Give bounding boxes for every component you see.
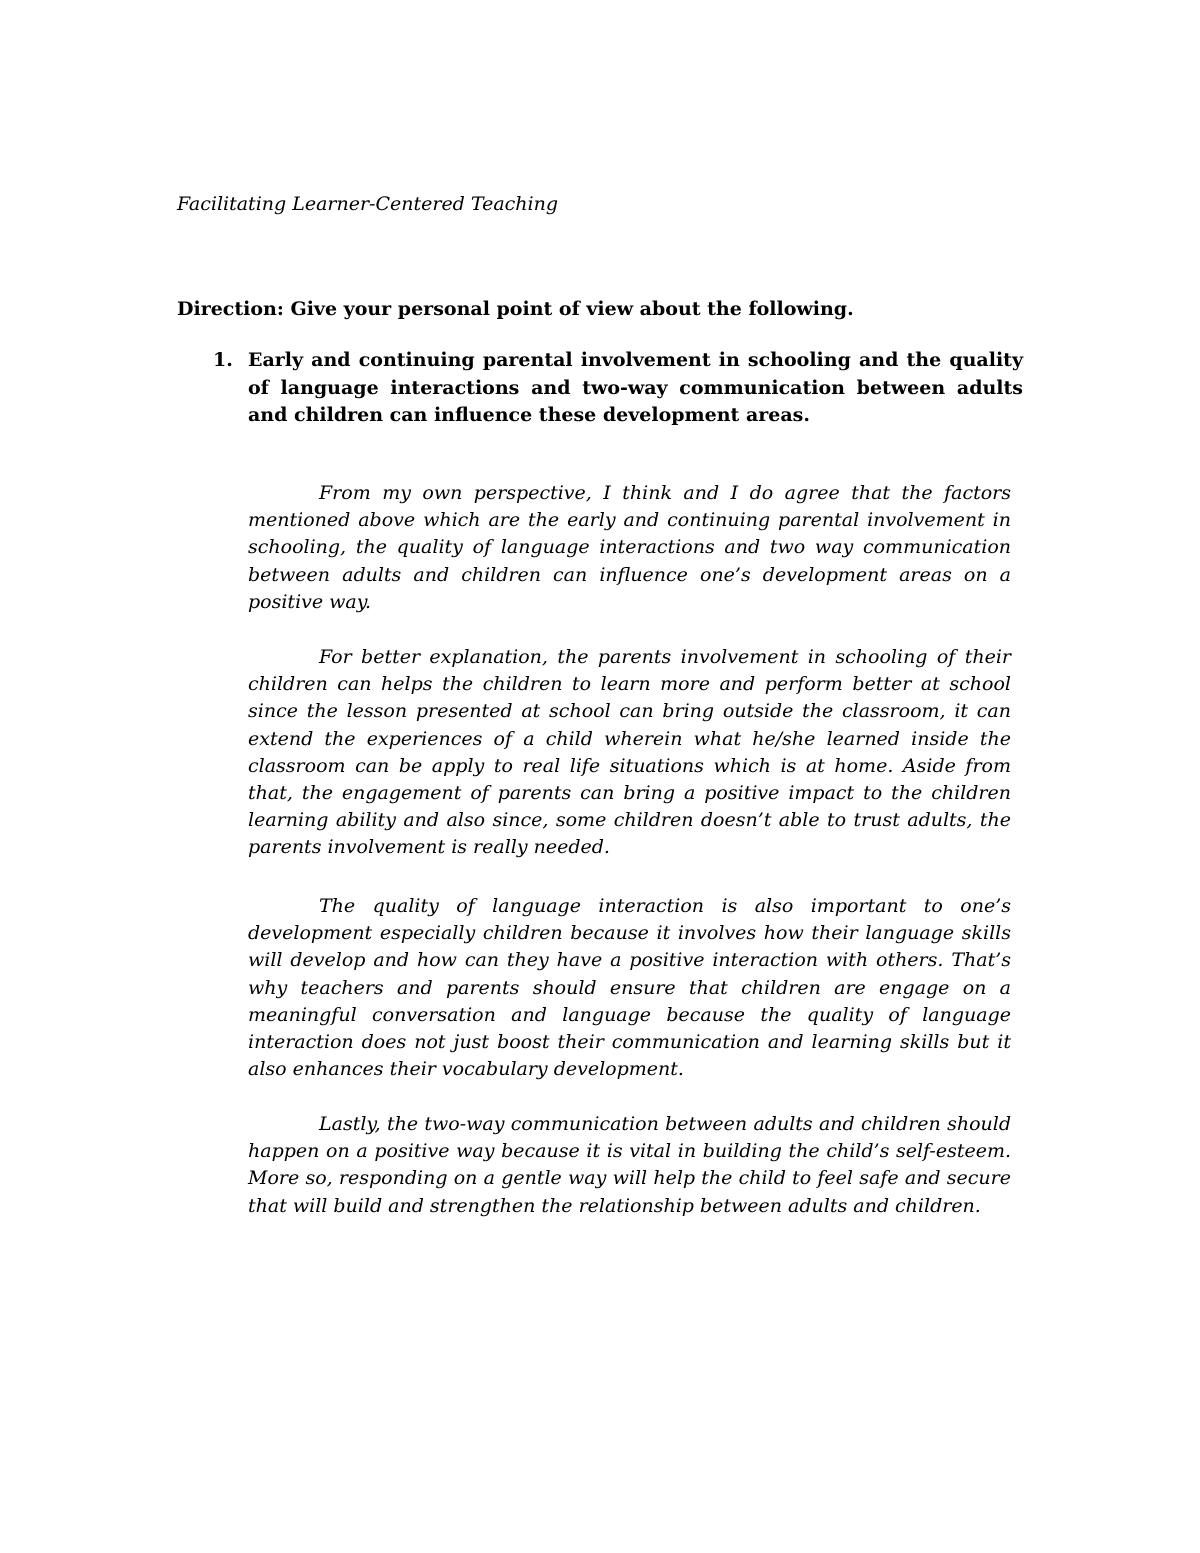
answer-paragraph-4: Lastly, the two-way communication between adults and children should happen on a positive way because it is vital in building the child’s self-esteem. More so, responding on a gentle way will help the child to feel safe and secure that will build and strengthen the relationship between adults and children. — [248, 1113, 1011, 1217]
answer-paragraph-2: For better explanation, the parents involvement in schooling of their children can helps the children to learn more and perform better at school since the lesson presented at school can bring outside the classroom, it can extend the experiences of a child wherein what he/she learned inside the classroom can be apply to real life situations which is at home. Aside from that, the engagement of parents can bring a positive impact to the children learning ability and also since, some children doesn’t able to trust adults, the parents involvement is really needed. — [248, 646, 1011, 859]
document-title: Facilitating Learner-Centered Teaching — [177, 193, 559, 215]
question-number: 1. — [213, 349, 233, 371]
question-item — [177, 347, 1023, 430]
answer-paragraph-1: From my own perspective, I think and I do agree that the factors mentioned above which are the early and continuing parental involvement in schooling, the quality of language interactions and two way communication between adults and children can influence one’s development areas on a positive way. — [248, 482, 1011, 613]
question-text: Early and continuing parental involvement in schooling and the quality of language interactions and two-way communication between adults and children can influence these development areas. — [248, 349, 1023, 426]
answer-paragraph-3: The quality of language interaction is also important to one’s development especially children because it involves how their language skills will develop and how can they have a positive interaction with others. That’s why teachers and parents should ensure that children are engage on a meaningful conversation and language because the quality of language interaction does not just boost their communication and learning skills but it also enhances their vocabulary development. — [248, 895, 1011, 1081]
direction-text: Direction: Give your personal point of view about the following. — [177, 298, 854, 320]
